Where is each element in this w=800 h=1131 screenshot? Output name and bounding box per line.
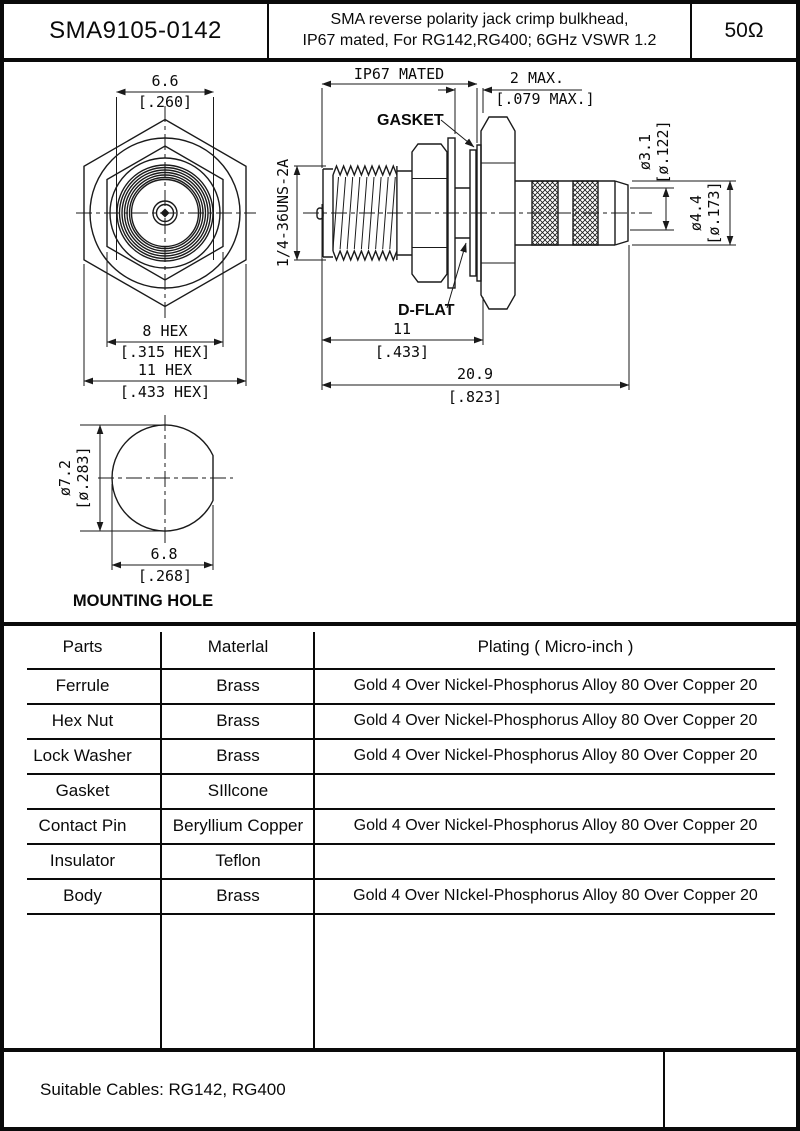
part-cell: Ferrule xyxy=(55,675,110,695)
dim-68-mm: 6.8 xyxy=(150,545,178,563)
dim-6-6-in: [.260] xyxy=(137,93,193,111)
col-header-plating: Plating ( Micro-inch ) xyxy=(477,637,634,656)
dim-dia31-mm: ø3.1 xyxy=(636,133,654,171)
thread-spec-label: 1/4-36UNS-2A xyxy=(274,158,292,268)
description-line1: SMA reverse polarity jack crimp bulkhead, xyxy=(330,11,629,29)
knurl-band-2 xyxy=(573,181,598,245)
col-header-material: Materlal xyxy=(207,637,269,656)
col-header-parts: Parts xyxy=(62,637,103,656)
technical-drawing xyxy=(4,62,796,626)
dim-8hex-in: [.315 HEX] xyxy=(119,343,211,361)
dim-2max-in: [.079 MAX.] xyxy=(495,90,595,108)
table-row xyxy=(4,773,796,808)
suitable-cables: Suitable Cables: RG142, RG400 xyxy=(4,1052,665,1127)
dim-ip67: IP67 MATED xyxy=(353,65,445,83)
dim-209-mm: 20.9 xyxy=(456,365,494,383)
dim-dia72-in: [ø.283] xyxy=(74,446,92,510)
plating-cell: Gold 4 Over Nickel-Phosphorus Alloy 80 Over Copper 20 xyxy=(353,711,758,729)
plating-cell: Gold 4 Over Nickel-Phosphorus Alloy 80 Over Copper 20 xyxy=(353,746,758,764)
front-view xyxy=(76,72,256,401)
material-cell: Beryllium Copper xyxy=(172,815,304,835)
table-row xyxy=(4,668,796,703)
dim-2max-mm: 2 MAX. xyxy=(509,69,565,87)
title-block xyxy=(4,4,796,62)
plating-cell: Gold 4 Over Nickel-Phosphorus Alloy 80 Over Copper 20 xyxy=(353,676,758,694)
dim-209-in: [.823] xyxy=(447,388,503,406)
dflat-label: D-FLAT xyxy=(398,302,455,319)
part-cell: Contact Pin xyxy=(38,815,127,835)
dim-dia44-in: [ø.173] xyxy=(705,181,723,245)
material-cell: Brass xyxy=(216,710,260,730)
mounting-hole-caption: MOUNTING HOLE xyxy=(72,592,214,610)
dim-11-mm: 11 xyxy=(392,320,412,338)
material-cell: Teflon xyxy=(215,850,261,870)
dim-dia44-mm: ø4.4 xyxy=(687,194,705,232)
dim-6-6-mm: 6.6 xyxy=(151,72,179,90)
dim-dia31-in: [ø.122] xyxy=(654,120,672,184)
plating-cell: Gold 4 Over NIckel-Phosphorus Alloy 80 Over Copper 20 xyxy=(353,886,758,904)
part-cell: Lock Washer xyxy=(33,745,132,765)
part-cell: Hex Nut xyxy=(51,710,114,730)
gasket-label: GASKET xyxy=(377,112,444,129)
part-number: SMA9105-0142 xyxy=(4,4,269,58)
drawing-svg xyxy=(4,62,796,622)
parts-table xyxy=(4,626,796,1052)
table-header-row xyxy=(4,626,796,668)
material-cell: Brass xyxy=(216,885,260,905)
material-cell: Brass xyxy=(216,675,260,695)
dim-11hex-in: [.433 HEX] xyxy=(119,383,211,401)
dim-11hex-mm: 11 HEX xyxy=(137,361,193,379)
part-cell: Gasket xyxy=(55,780,110,800)
table-row xyxy=(4,738,796,773)
part-cell: Insulator xyxy=(49,850,116,870)
table-row xyxy=(4,843,796,878)
knurl-band-1 xyxy=(532,181,558,245)
side-view xyxy=(274,65,736,406)
dim-11-in: [.433] xyxy=(374,343,430,361)
footer xyxy=(4,1052,796,1127)
plating-cell: Gold 4 Over Nickel-Phosphorus Alloy 80 Over Copper 20 xyxy=(353,816,758,834)
center-pin xyxy=(161,209,170,218)
table-row xyxy=(4,808,796,843)
material-cell: SIllcone xyxy=(207,780,269,800)
part-description xyxy=(269,4,692,58)
dim-dia72-mm: ø7.2 xyxy=(56,459,74,497)
table-row xyxy=(4,703,796,738)
description-line2: IP67 mated, For RG142,RG400; 6GHz VSWR 1.2 xyxy=(302,32,657,49)
dim-8hex-mm: 8 HEX xyxy=(142,322,188,340)
dim-68-in: [.268] xyxy=(137,567,193,585)
mounting-hole-view xyxy=(56,415,233,610)
impedance-value: 50Ω xyxy=(724,19,764,42)
footer-empty-box xyxy=(665,1052,796,1127)
part-cell: Body xyxy=(63,885,102,905)
material-cell: Brass xyxy=(216,745,260,765)
table-row xyxy=(4,878,796,913)
